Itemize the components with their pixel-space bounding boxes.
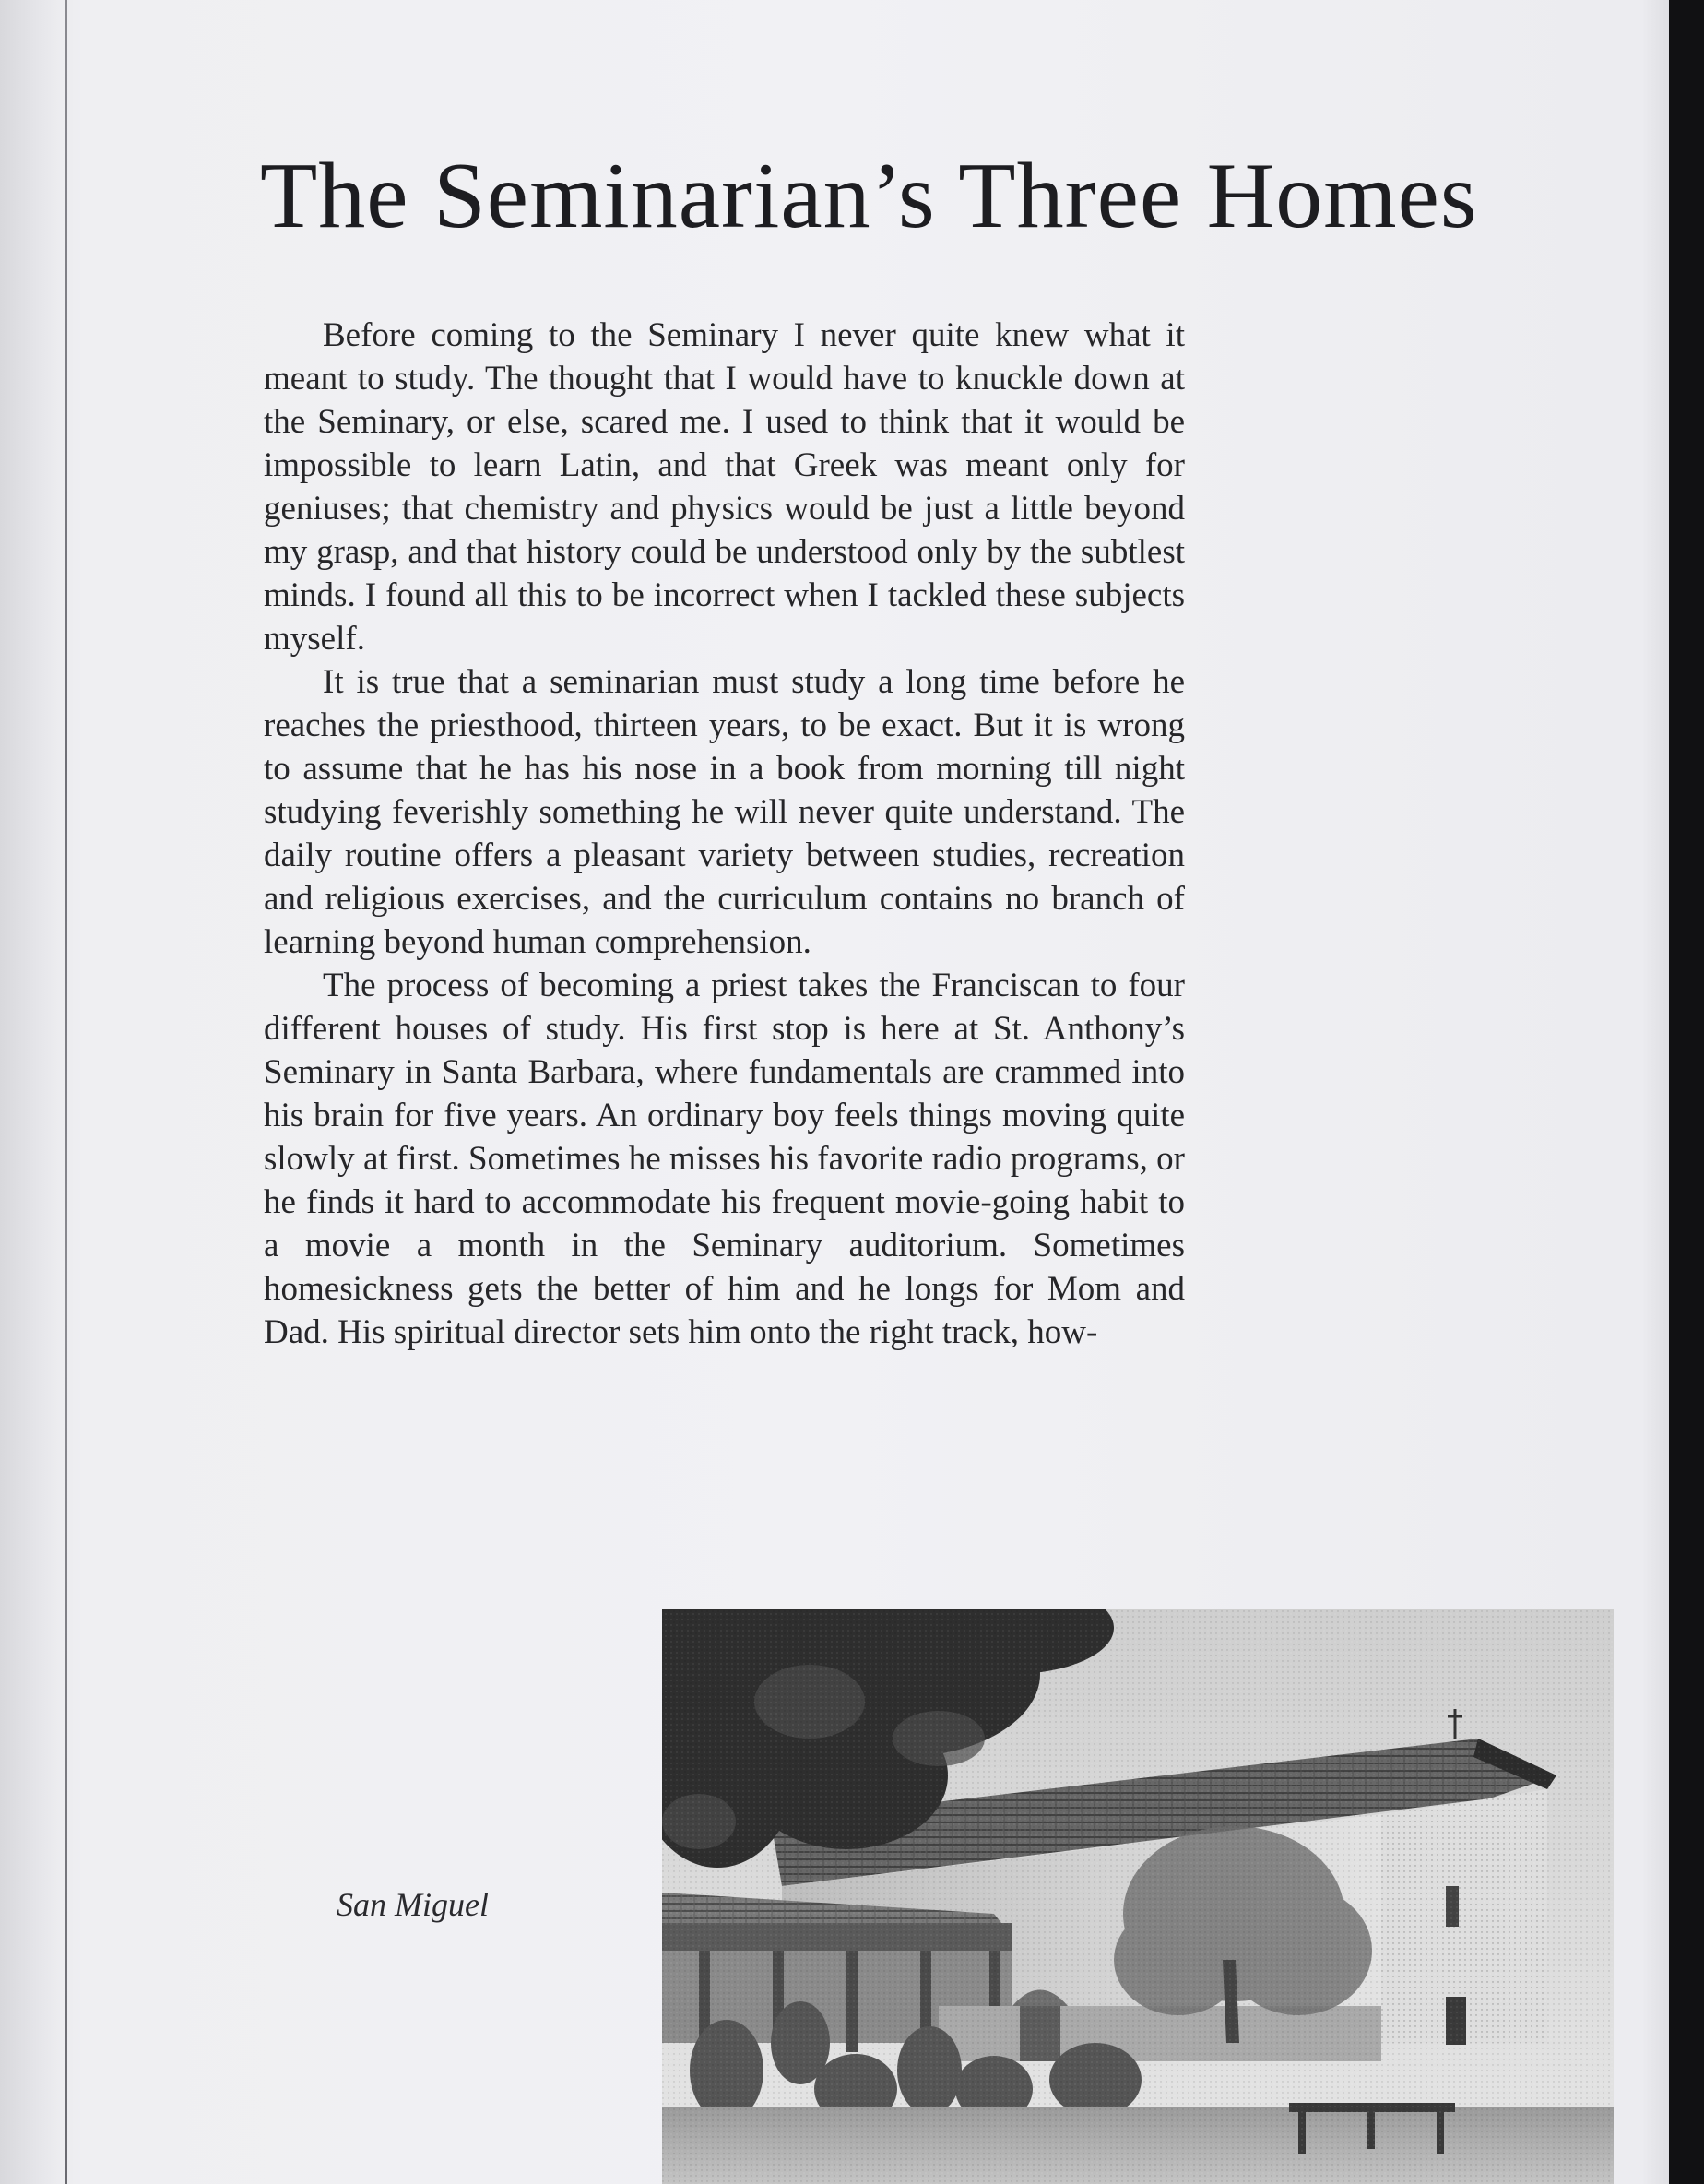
scanner-dark-edge (1669, 0, 1704, 2184)
page-left-margin-shadow (0, 0, 66, 2184)
paragraph-2: It is true that a seminarian must study a long time before he reaches the priesthood, thirteen years, to be exact. But it is wrong to assume that he has his nose in a book from morning till night studying feverishly something he will never quite understand. The daily routine offers a pleasant variety between studies, recreation and religious exercises, and the curriculum contains no branch of learning beyond human comprehension. (264, 663, 1185, 961)
paragraph-3: The process of becoming a priest takes the Franciscan to four different houses of study. His first stop is here at St. Anthony’s Seminary in Santa Barbara, where fundamentals are crammed into his brain for five years. An ordinary boy feels things moving quite slowly at first. Sometimes he misses his favorite radio programs, or he finds it hard to accommodate his frequent movie-going habit to a movie a month in the Seminary auditorium. Sometimes homesickness gets the better of him and he longs for Mom and Dad. His spiritual director sets him onto the right track, how- (264, 967, 1185, 1351)
photo-caption: San Miguel (337, 1886, 489, 1923)
paragraph-1: Before coming to the Seminary I never quite knew what it meant to study. The thought that I would have to knuckle down at the Seminary, or else, scared me. I used to think that it would be impossible to learn Latin, and that Greek was meant only for geniuses; that chemistry and physics would be just a little beyond my grasp, and that history could be understood only by the subtlest minds. I found all this to be incorrect when I tackled these subjects myself. (264, 316, 1185, 658)
binding-edge-line (65, 0, 67, 2184)
article-title: The Seminarian’s Three Homes (260, 144, 1478, 248)
mission-photo-illustration (662, 1609, 1614, 2184)
article-body (264, 314, 1185, 1354)
mission-photo (662, 1609, 1614, 2184)
